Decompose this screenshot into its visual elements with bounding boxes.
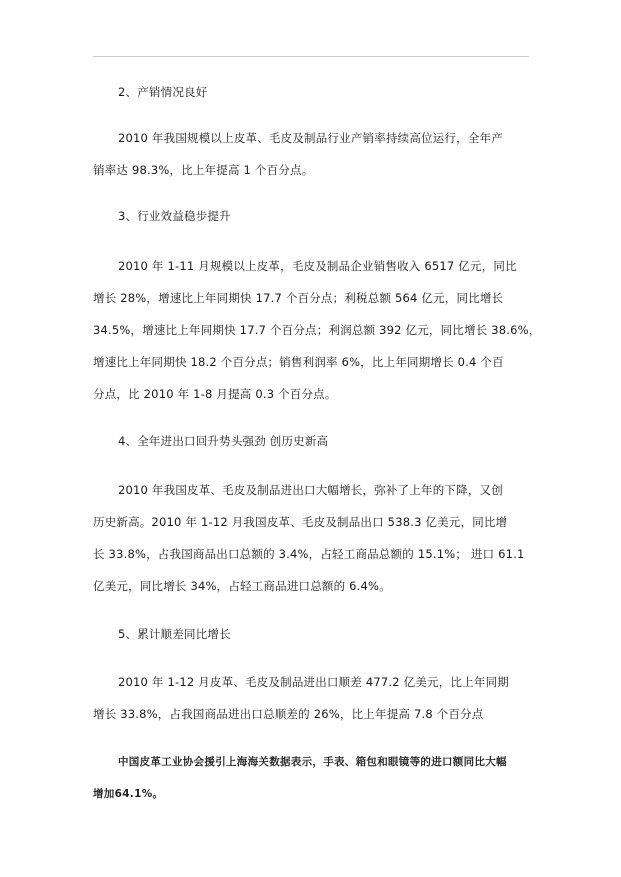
section-heading: 5、累计顺差同比增长 [118,627,231,641]
section-heading: 4、全年进出口回升势头强劲 创历史新高 [118,434,329,448]
note-line: 增加64.1%。 [93,788,164,800]
paragraph-line: 2010 年我国规模以上皮革、毛皮及制品行业产销率持续高位运行，全年产 [118,131,503,145]
paragraph-line: 增速比上年同期快 18.2 个百分点；销售利润率 6%，比上年同期增长 0.4 个百 [93,355,504,369]
paragraph-line: 分点，比 2010 年 1-8 月提高 0.3 个百分点。 [93,387,337,401]
paragraph-line: 销率达 98.3%，比上年提高 1 个百分点。 [93,163,314,177]
paragraph-line: 增长 33.8%，占我国商品进出口总顺差的 26%，比上年提高 7.8 个百分点 [93,707,484,721]
note-line: 中国皮革工业协会援引上海海关数据表示，手表、箱包和眼镜等的进口额同比大幅 [118,756,507,768]
paragraph-line: 2010 年 1-11 月规模以上皮革，毛皮及制品企业销售收入 6517 亿元，同比 [118,259,517,273]
paragraph-line: 增长 28%，增速比上年同期快 17.7 个百分点；利税总额 564 亿元，同比增长 [93,291,504,305]
section-heading: 3、行业效益稳步提升 [118,209,231,223]
paragraph-line: 历史新高。2010 年 1-12 月我国皮革、毛皮及制品出口 538.3 亿美元，同比增 [93,515,508,529]
paragraph-line: 2010 年 1-12 月皮革、毛皮及制品进出口顺差 477.2 亿美元，比上年同期 [118,675,509,689]
paragraph-line: 2010 年我国皮革、毛皮及制品进出口大幅增长，弥补了上年的下降，又创 [118,483,503,497]
paragraph-line: 34.5%，增速比上年同期快 17.7 个百分点；利润总额 392 亿元，同比增长 38.6%， [93,323,541,337]
paragraph-line: 长 33.8%，占我国商品出口总额的 3.4%，占轻工商品总额的 15.1%； 进口 61.1 [93,547,525,561]
section-heading: 2、产销情况良好 [118,85,208,99]
paragraph-line: 亿美元，同比增长 34%，占轻工商品进口总额的 6.4%。 [93,579,391,593]
header-rule [93,56,529,57]
